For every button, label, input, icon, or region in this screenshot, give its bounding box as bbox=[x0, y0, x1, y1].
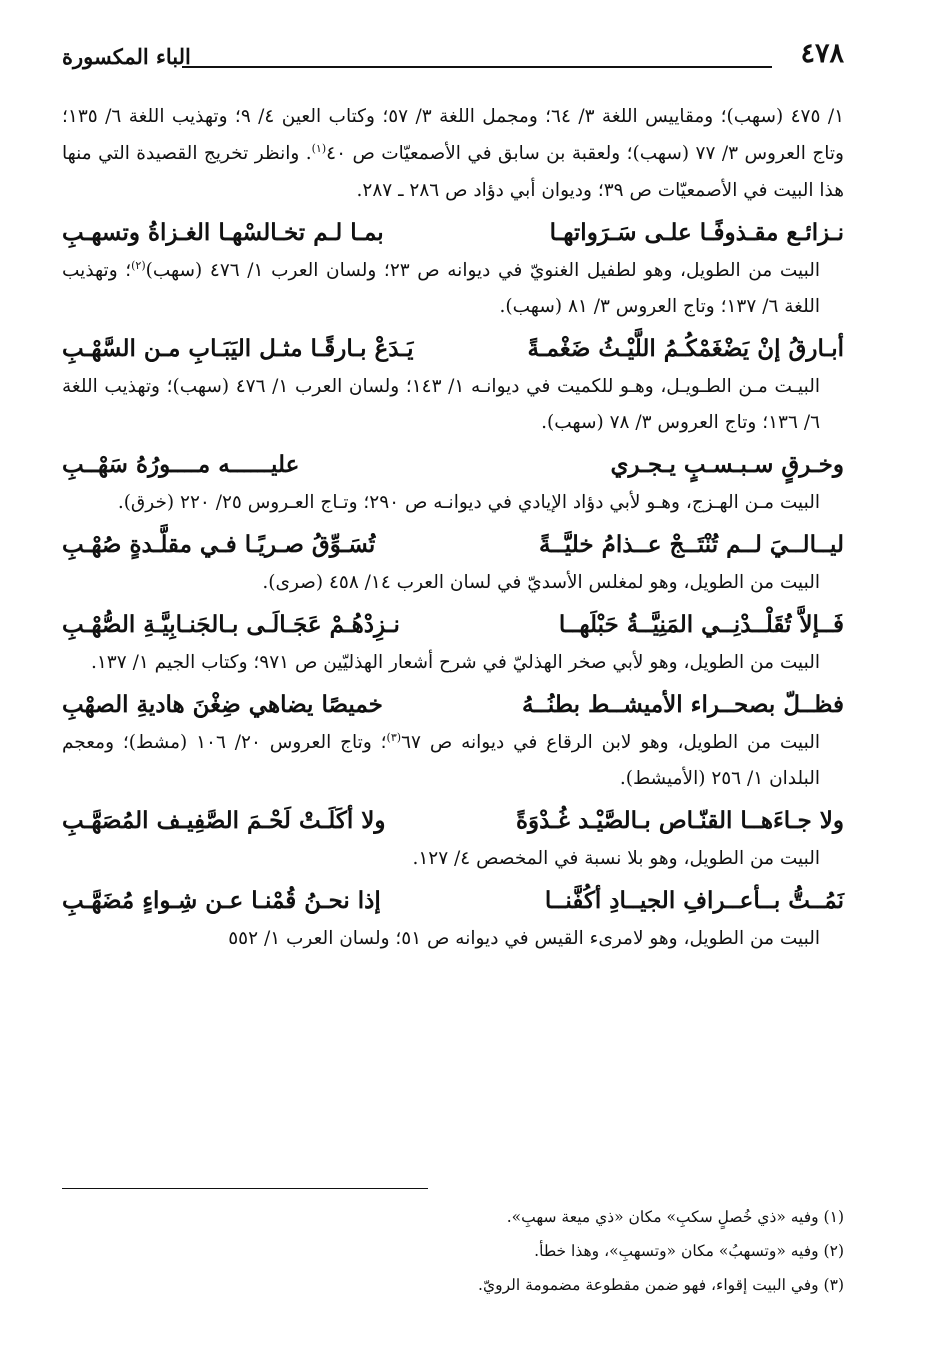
verse-first-hemistich: أبـارقُ إنْ يَضْغَمْكُـمُ اللَّيْـثُ ضَغْمـةً bbox=[527, 335, 844, 362]
footnote-ref-3[interactable]: (٣) bbox=[386, 730, 402, 744]
citation-text: البيت مـن الهـزج، وهـو لأبي دؤاد الإيادي في ديوانـه ص ٢٩٠؛ وتـاج العـروس ٢٥/ ٢٢٠ (خرق). bbox=[117, 492, 820, 513]
entry bbox=[62, 685, 844, 797]
verse-first-hemistich: نـزائـع مقـذوفًـا علـى سَـرَواتهـا bbox=[549, 219, 844, 246]
citation-text-after: ؛ وتهذيب اللغة ٦/ ١٣٧؛ وتاج العروس ٣/ ٨١ (سهب). bbox=[62, 260, 820, 317]
verse-second-hemistich: يَـدَعْ بـارقًـا مثـل اليَبَـابِ مـن السَّهْـبِ bbox=[62, 335, 414, 362]
verse-first-hemistich: ولا جـاءَهــا القنّـاص بـالصَّيْـد غُـدْوَةً bbox=[515, 807, 844, 834]
verse-citation bbox=[62, 369, 844, 441]
citation-text: البيت من الطويل، وهو لطفيل الغنويّ في ديوانه ص ٢٣؛ ولسان العرب ١/ ٤٧٦ (سهب) bbox=[145, 260, 820, 281]
verse-citation bbox=[62, 921, 844, 957]
citation-text: البيت من الطويل، وهو لامرىء القيس في ديوانه ص ٥١؛ ولسان العرب ١/ ٥٥٢ bbox=[228, 928, 820, 949]
page-number: ٤٧٨ bbox=[800, 38, 844, 69]
citation-text-after: ؛ وتاج العروس ٢٠/ ١٠٦ (مشط)؛ ومعجم البلدان ١/ ٢٥٦ (الأميشط). bbox=[62, 732, 820, 789]
verse-second-hemistich: عليــــــه مــــورُهُ سَهْــبِ bbox=[62, 451, 300, 478]
verse-first-hemistich: ليــالــيَ لــم تُنْتَــجْ عــذامُ خليَّــةً bbox=[539, 531, 844, 558]
footnotes bbox=[62, 1200, 844, 1302]
verse-first-hemistich: نَمُــتُّ بــأعــرافِ الجيــادِ أكُفَّنــا bbox=[544, 887, 844, 914]
entry bbox=[62, 801, 844, 877]
verse-line bbox=[62, 881, 844, 921]
intro-text: ١/ ٤٧٥ (سهب)؛ ومقاييس اللغة ٣/ ٦٤؛ ومجمل اللغة ٣/ ٥٧؛ وكتاب العين ٤/ ٩؛ وتهذيب اللغة ٦/ ١٣٥؛ وتاج العروس ٣/ ٧٧ (سهب)؛ ولعقبة بن سابق في الأصمعيّات ص ٤٠ bbox=[62, 106, 844, 164]
chapter-title: الباء المكسورة bbox=[62, 44, 191, 69]
entry bbox=[62, 881, 844, 957]
citation-text: البيت من الطويل، وهو لمغلس الأسديّ في لسان العرب ١٤/ ٤٥٨ (صرى). bbox=[262, 572, 820, 593]
header-rule bbox=[182, 66, 772, 68]
footnote-3: (٣) وفي البيت إقواء، فهو ضمن مقطوعة مضمومة الرويّ. bbox=[478, 1276, 844, 1294]
verse-citation bbox=[62, 725, 844, 797]
verse-line bbox=[62, 329, 844, 369]
verse-citation bbox=[62, 645, 844, 681]
footnote-ref-1[interactable]: (١) bbox=[311, 141, 327, 155]
verse-citation bbox=[62, 253, 844, 325]
verse-line bbox=[62, 445, 844, 485]
footnote-ref-2[interactable]: (٢) bbox=[131, 258, 146, 272]
verse-first-hemistich: فَــإلاَّ تُقَلْــدْنِــي المَنِيَّــةُ حَبْلَهــا bbox=[558, 611, 844, 638]
verse-line bbox=[62, 525, 844, 565]
citation-text: البيت من الطويل، وهو بلا نسبة في المخصص ٤/ ١٢٧. bbox=[412, 848, 820, 869]
verse-line bbox=[62, 685, 844, 725]
verse-citation bbox=[62, 485, 844, 521]
intro-text-after: . وانظر تخريج القصيدة التي منها هذا البيت في الأصمعيّات ص ٣٩؛ وديوان أبي دؤاد ص ٢٨٦ ـ ٢٨٧. bbox=[62, 143, 844, 201]
citation-text: البيـت مـن الطـويـل، وهـو للكميت في ديوانـه ١/ ١٤٣؛ ولسان العرب ١/ ٤٧٦ (سهب)؛ وتهذيب اللغة ٦/ ١٣٦؛ وتاج العروس ٣/ ٧٨ (سهب). bbox=[62, 376, 820, 433]
page-body bbox=[62, 98, 844, 957]
footnote-2: (٢) وفيه «وتسهبُ» مكان «وتسهبِ»، وهذا خطأ. bbox=[534, 1242, 844, 1260]
verse-first-hemistich: فظــلّ بصحــراء الأميشــط بطنُــهُ bbox=[522, 691, 844, 718]
verse-citation bbox=[62, 565, 844, 601]
citation-text: البيت من الطويل، وهو لأبي صخر الهذليّ في شرح أشعار الهذليّين ص ٩٧١؛ وكتاب الجيم ١/ ١٣٧. bbox=[90, 652, 820, 673]
verse-second-hemistich: نـزِدْهُـمْ عَجَـالَـى بـالجَنـابِيَّـةِ الصُّهْـبِ bbox=[62, 611, 400, 638]
citation-text: البيت من الطويل، وهو لابن الرقاع في ديوانه ص ٦٧ bbox=[401, 732, 820, 753]
entry bbox=[62, 329, 844, 441]
entry bbox=[62, 605, 844, 681]
verse-line bbox=[62, 605, 844, 645]
verse-line bbox=[62, 801, 844, 841]
verse-second-hemistich: بمـا لـم تخـالسْهـا الغـزاةُ وتسهـبِ bbox=[62, 219, 384, 246]
entry bbox=[62, 445, 844, 521]
entry bbox=[62, 525, 844, 601]
running-header bbox=[62, 38, 844, 82]
verse-second-hemistich: إذا نحـنُ قُمْنـا عـن شِـواءٍ مُضَهَّـبِ bbox=[62, 887, 381, 914]
verse-second-hemistich: تُسَـوِّقُ صـريًـا فـي مقلَّـدةٍ صُهْـبِ bbox=[62, 531, 376, 558]
verse-citation bbox=[62, 841, 844, 877]
verse-line bbox=[62, 213, 844, 253]
intro-paragraph bbox=[62, 98, 844, 209]
entry bbox=[62, 213, 844, 325]
verse-second-hemistich: خميصًا يضاهي ضِغْنَ هاديةِ الصهْبِ bbox=[62, 691, 383, 718]
verse-second-hemistich: ولا أكَلَـتْ لَحْـمَ الصَّفِيـف المُصَهَّـبِ bbox=[62, 807, 386, 834]
footnote-1: (١) وفيه «ذي خُصلٍ سكبِ» مكان «ذي ميعة سهبِ». bbox=[506, 1208, 844, 1226]
verse-first-hemistich: وخـرقٍ سـبـسـبٍ يـجـري bbox=[610, 451, 844, 478]
footnote-separator bbox=[62, 1188, 428, 1189]
